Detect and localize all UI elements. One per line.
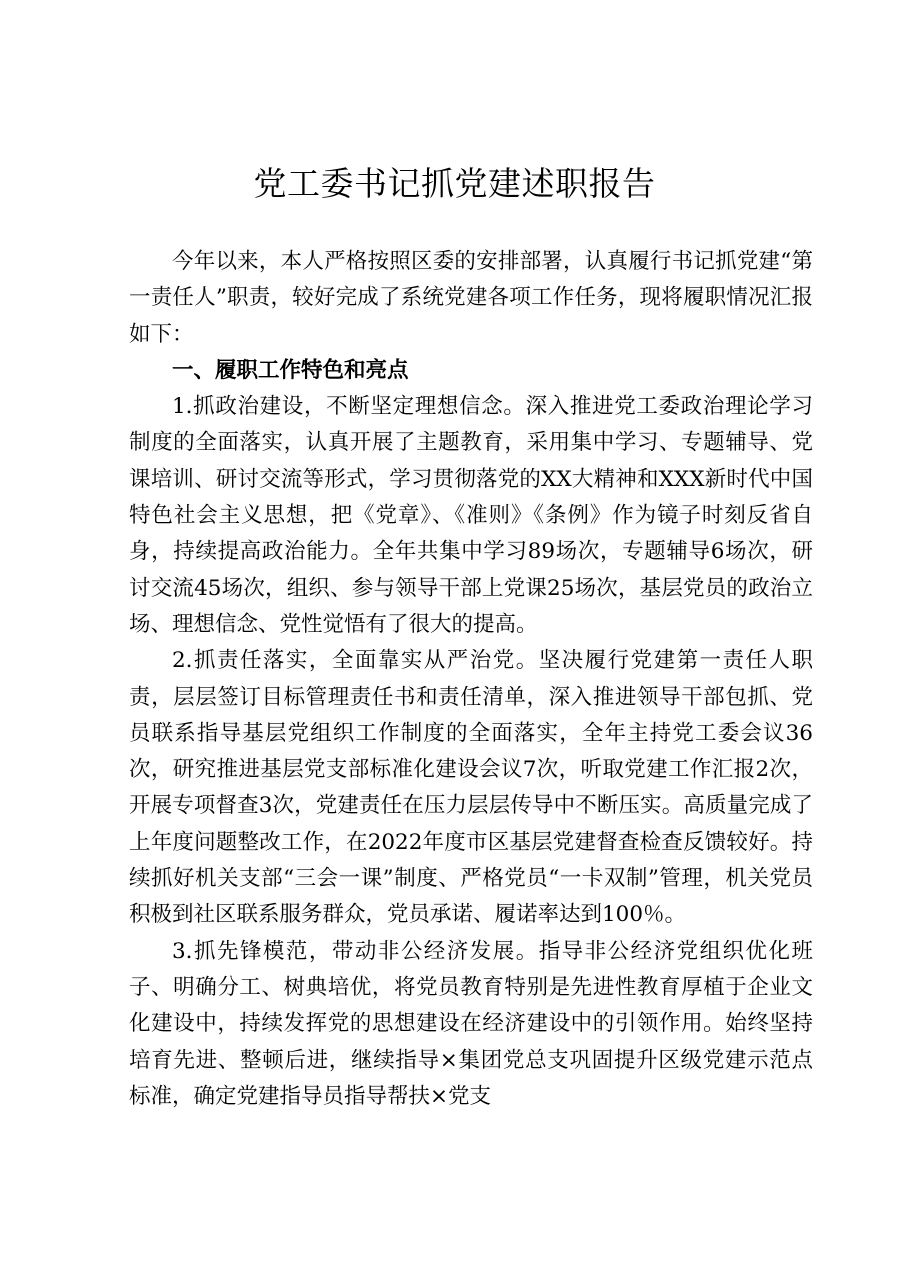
intro-paragraph: 今年以来，本人严格按照区委的安排部署，认真履行书记抓党建“第一责任人”职责，较好完成了系统党建各项工作任务，现将履职情况汇报如下： xyxy=(129,249,813,347)
body-paragraph-responsibility: 2.抓责任落实，全面靠实从严治党。坚决履行党建第一责任人职责，层层签订目标管理责任书和责任清单，深入推进领导干部包抓、党员联系指导基层党组织工作制度的全面落实，全年主持党工委会议36次，研究推进基层党支部标准化建设会议7次，听取党建工作汇报2次，开展专项督查3次，党建责任在压力层层传导中不断压实。高质量完成了上年度问题整改工作，在2022年度市区基层党建督查检查反馈较好。持续抓好机关支部“三会一课”制度、严格党员“一卡双制”管理，机关党员积极到社区联系服务群众，党员承诺、履诺率达到100％。 xyxy=(129,648,813,928)
body-paragraph-vanguard: 3.抓先锋模范，带动非公经济发展。指导非公经济党组织优化班子、明确分工、树典培优，将党员教育特别是先进性教育厚植于企业文化建设中，持续发挥党的思想建设在经济建设中的引领作用。始终坚持培育先进、整顿后进，继续指导×集团党总支巩固提升区级党建示范点标准，确定党建指导员指导帮扶×党支 xyxy=(129,938,813,1109)
document-body xyxy=(129,244,813,1115)
body-paragraph-political: 1.抓政治建设，不断坚定理想信念。深入推进党工委政治理论学习制度的全面落实，认真开展了主题教育，采用集中学习、专题辅导、党课培训、研讨交流等形式，学习贯彻落党的XX大精神和XXX新时代中国特色社会主义思想，把《党章》、《准则》《条例》作为镜子时刻反省自身，持续提高政治能力。全年共集中学习89场次，专题辅导6场次，研讨交流45场次，组织、参与领导干部上党课25场次，基层党员的政治立场、理想信念、党性觉悟有了很大的提高。 xyxy=(129,394,813,637)
section-heading: 一、履职工作特色和亮点 xyxy=(172,357,409,383)
document-title: 党工委书记抓党建述职报告 xyxy=(253,164,656,203)
